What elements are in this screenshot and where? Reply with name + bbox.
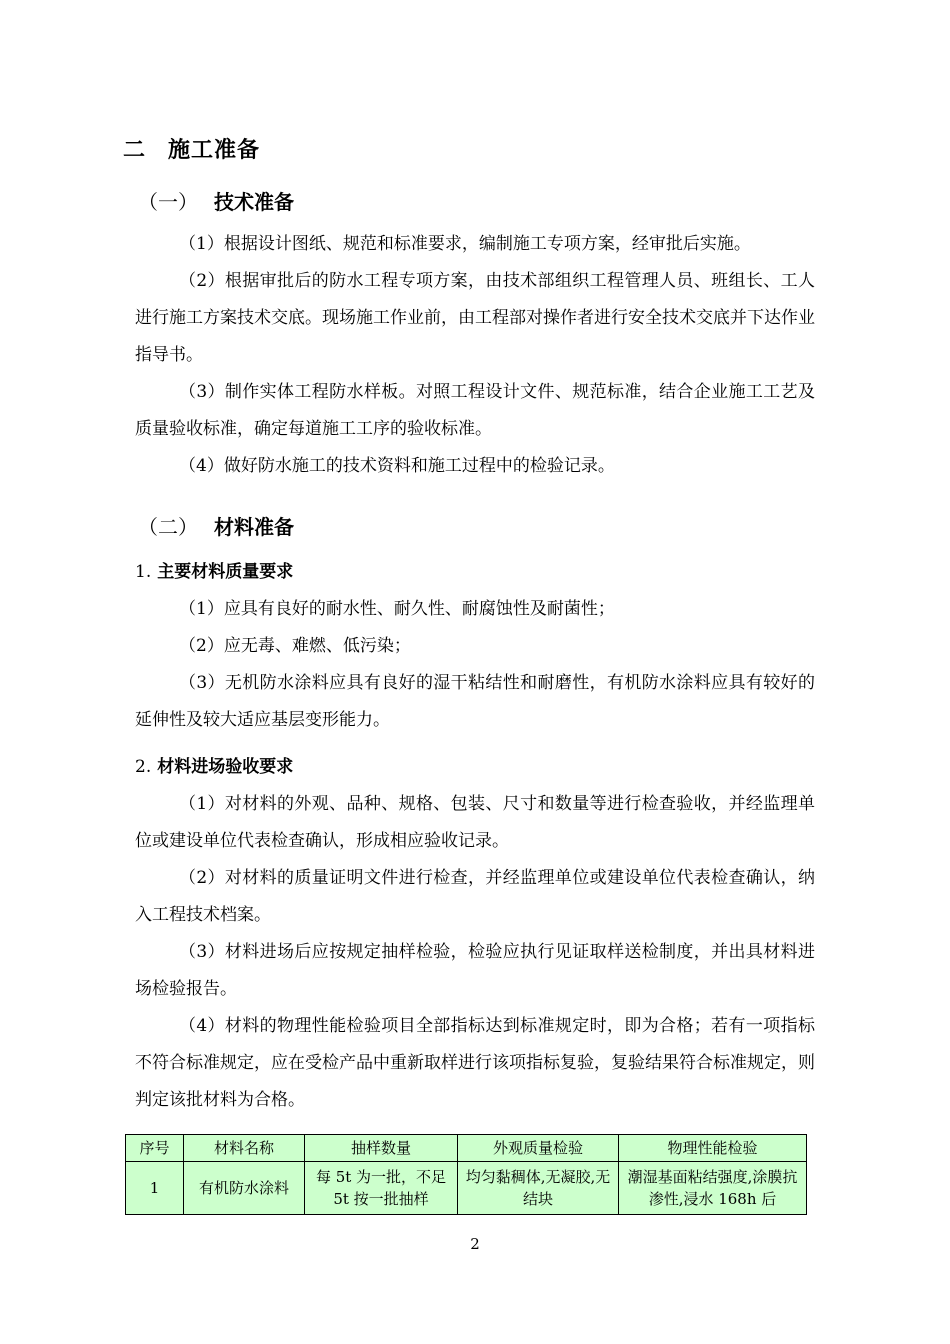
sub2-item-1: （1）对材料的外观、品种、规格、包装、尺寸和数量等进行检查验收，并经监理单位或建设单位代表检查确认，形成相应验收记录。 — [135, 794, 815, 851]
material-title: 材料准备 — [214, 515, 294, 539]
sub1-item-3: （3）无机防水涂料应具有良好的湿干粘结性和耐磨性，有机防水涂料应具有较好的延伸性及较大适应基层变形能力。 — [135, 673, 815, 730]
tech-item-4: （4）做好防水施工的技术资料和施工过程中的检验记录。 — [179, 456, 615, 476]
cell-appearance-check: 均匀黏稠体,无凝胶,无结块 — [458, 1162, 619, 1215]
sub1-item-1: （1）应具有良好的耐水性、耐久性、耐腐蚀性及耐菌性； — [179, 599, 615, 619]
sub2-title: 材料进场验收要求 — [157, 757, 294, 777]
page-number: 2 — [470, 1235, 480, 1253]
sub1-item-2: （2）应无毒、难燃、低污染； — [179, 636, 411, 656]
tech-heading — [138, 186, 294, 215]
section-title: 施工准备 — [168, 138, 261, 163]
header-physical-check: 物理性能检验 — [619, 1135, 807, 1162]
sub1-number: 1. — [135, 562, 152, 582]
sub2-number: 2. — [135, 757, 152, 777]
material-sub2-heading — [135, 752, 293, 777]
material-table — [125, 1134, 807, 1215]
sub2-item-2: （2）对材料的质量证明文件进行检查，并经监理单位或建设单位代表检查确认，纳入工程技术档案。 — [135, 868, 815, 925]
table-header-row — [126, 1135, 807, 1162]
material-sub1-heading — [135, 557, 293, 582]
section-number: 二 — [123, 138, 147, 163]
sub2-item-4: （4）材料的物理性能检验项目全部指标达到标准规定时，即为合格；若有一项指标不符合标准规定，应在受检产品中重新取样进行该项指标复验，复验结果符合标准规定，则判定该批材料为合格。 — [135, 1016, 815, 1110]
tech-number: （一） — [138, 190, 198, 214]
section-heading — [123, 133, 260, 164]
sub2-item-3: （3）材料进场后应按规定抽样检验，检验应执行见证取样送检制度，并出具材料进场检验报告。 — [135, 942, 815, 999]
header-appearance-check: 外观质量检验 — [458, 1135, 619, 1162]
header-material-name: 材料名称 — [184, 1135, 305, 1162]
material-number: （二） — [138, 515, 198, 539]
table-row — [126, 1162, 807, 1215]
tech-item-1: （1）根据设计图纸、规范和标准要求，编制施工专项方案，经审批后实施。 — [179, 234, 751, 254]
tech-title: 技术准备 — [214, 190, 294, 214]
tech-item-3: （3）制作实体工程防水样板。对照工程设计文件、规范标准，结合企业施工工艺及质量验收标准，确定每道施工工序的验收标准。 — [135, 382, 815, 439]
cell-material-name: 有机防水涂料 — [184, 1162, 305, 1215]
sub1-title: 主要材料质量要求 — [157, 562, 294, 582]
tech-item-2: （2）根据审批后的防水工程专项方案，由技术部组织工程管理人员、班组长、工人进行施工方案技术交底。现场施工作业前，由工程部对操作者进行安全技术交底并下达作业指导书。 — [135, 271, 815, 365]
header-sample-quantity: 抽样数量 — [305, 1135, 458, 1162]
cell-physical-check: 潮湿基面粘结强度,涂膜抗渗性,浸水 168h 后 — [619, 1162, 807, 1215]
cell-sample-quantity: 每 5t 为一批，不足 5t 按一批抽样 — [305, 1162, 458, 1215]
material-heading — [138, 511, 294, 540]
cell-index: 1 — [126, 1162, 184, 1215]
header-index: 序号 — [126, 1135, 184, 1162]
